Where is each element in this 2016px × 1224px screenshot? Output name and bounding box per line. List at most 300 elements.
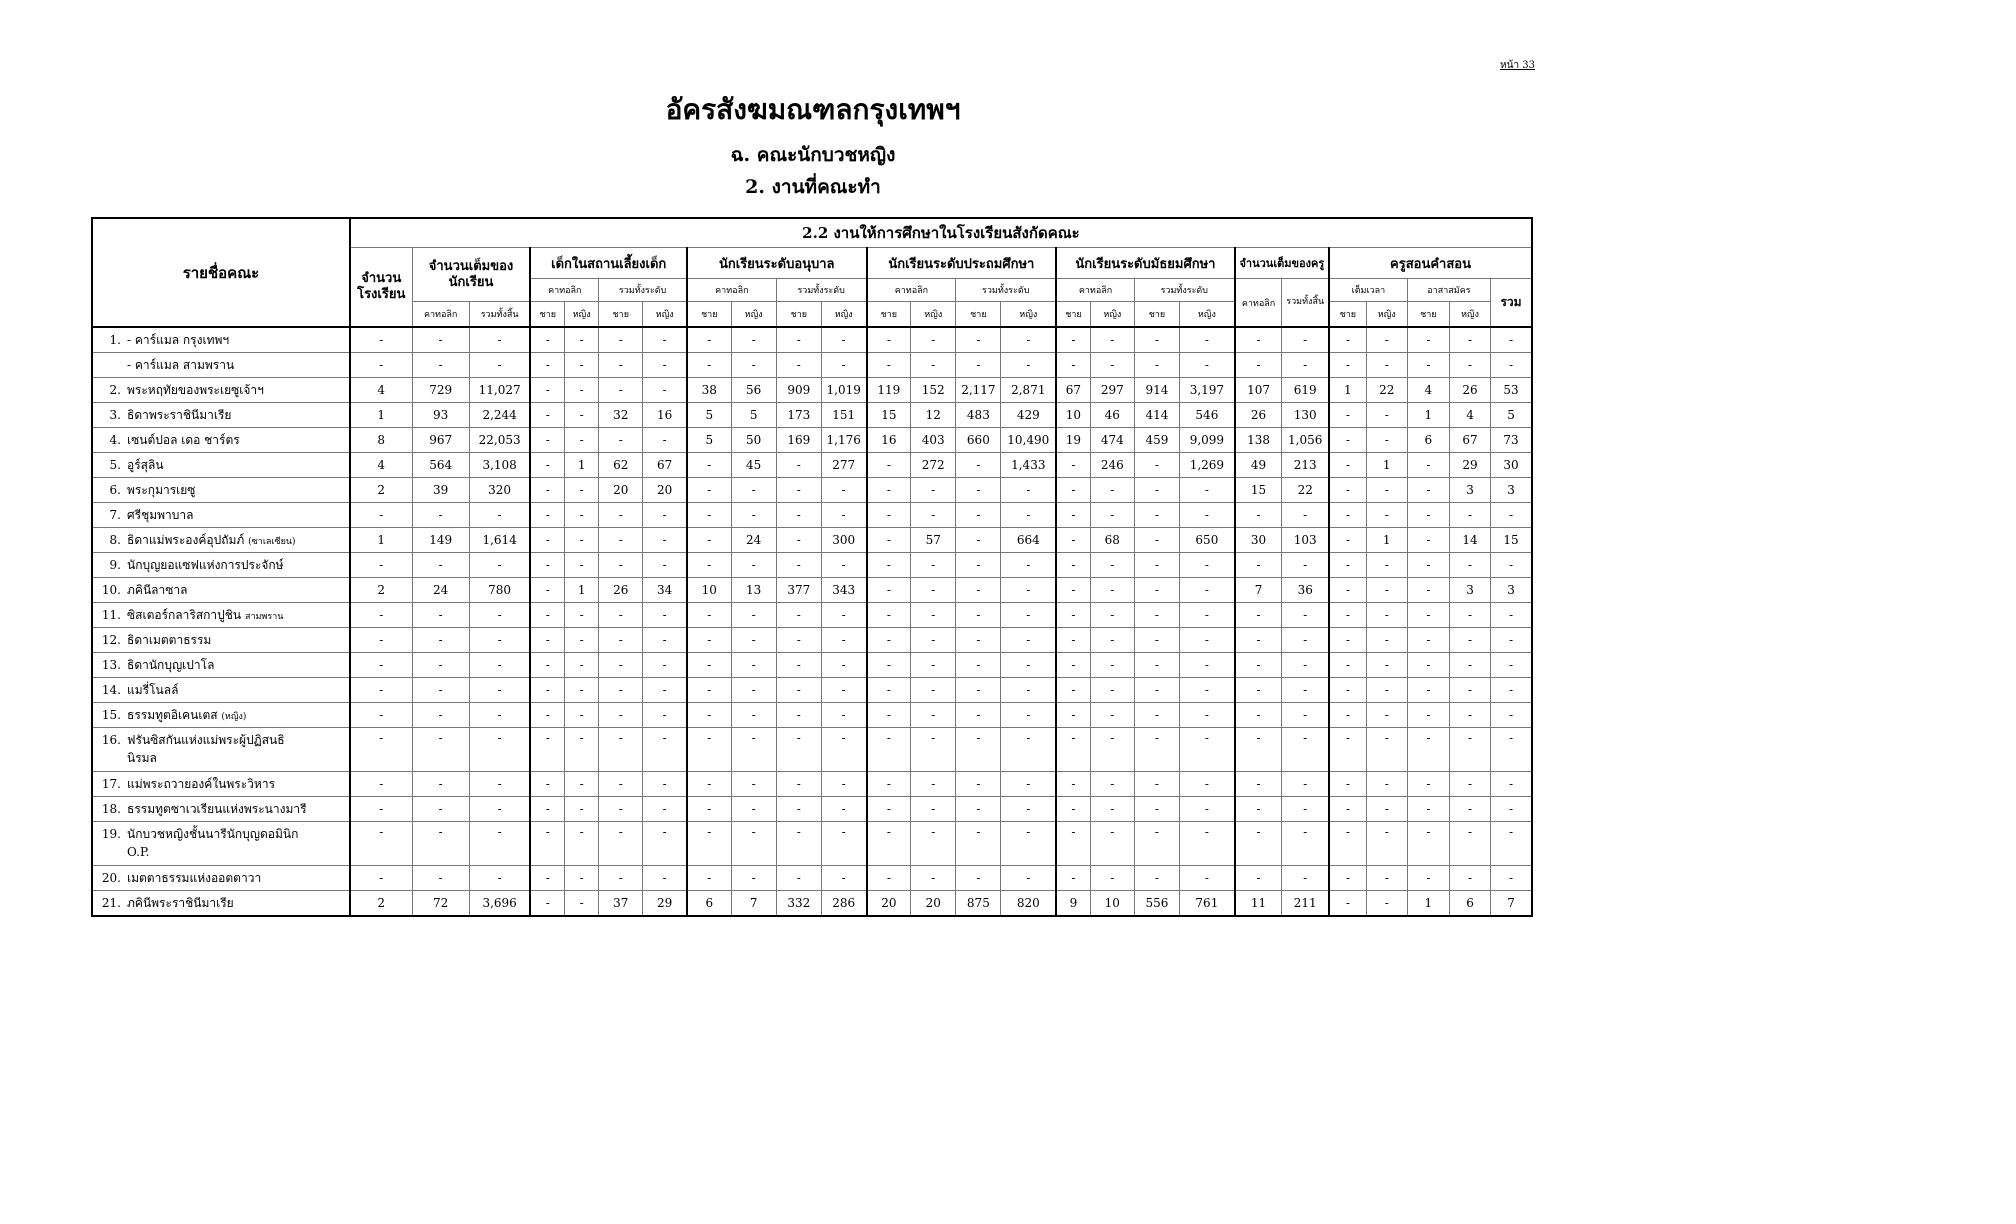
table-cell: 300 bbox=[821, 528, 866, 553]
table-cell: 277 bbox=[821, 453, 866, 478]
table-cell: - bbox=[687, 822, 731, 866]
table-cell: - bbox=[1056, 728, 1090, 772]
table-cell: - bbox=[565, 553, 599, 578]
table-cell: 22 bbox=[1366, 378, 1407, 403]
table-cell: - bbox=[1491, 327, 1532, 353]
table-cell: 67 bbox=[643, 453, 687, 478]
table-cell: - bbox=[1407, 703, 1449, 728]
row-name-text: ภคินีพระราชินีมาเรีย bbox=[127, 896, 234, 910]
table-cell: - bbox=[1449, 797, 1490, 822]
table-cell: 875 bbox=[956, 891, 1001, 917]
table-cell: - bbox=[599, 553, 643, 578]
table-cell: - bbox=[1056, 797, 1090, 822]
table-cell: 138 bbox=[1235, 428, 1282, 453]
table-cell: - bbox=[565, 728, 599, 772]
table-cell: - bbox=[599, 866, 643, 891]
row-number: 12. bbox=[101, 633, 121, 647]
table-cell: - bbox=[350, 327, 412, 353]
section-title: 2. งานที่คณะทำ bbox=[745, 176, 881, 198]
table-cell: 68 bbox=[1090, 528, 1134, 553]
table-cell: - bbox=[1449, 628, 1490, 653]
table-cell: - bbox=[1366, 703, 1407, 728]
table-cell: - bbox=[1056, 822, 1090, 866]
table-cell: - bbox=[821, 603, 866, 628]
table-cell: - bbox=[565, 478, 599, 503]
table-cell: - bbox=[643, 603, 687, 628]
table-cell: - bbox=[565, 528, 599, 553]
table-cell: - bbox=[956, 553, 1001, 578]
table-cell: - bbox=[776, 772, 821, 797]
table-cell: - bbox=[643, 628, 687, 653]
table-row bbox=[92, 891, 1532, 917]
table-cell: - bbox=[1491, 628, 1532, 653]
table-cell: - bbox=[1134, 678, 1179, 703]
table-cell: - bbox=[1329, 891, 1366, 917]
row-name-text: ธรรมทูตอิเคนเตส bbox=[127, 708, 218, 722]
table-cell: 73 bbox=[1491, 428, 1532, 453]
table-cell: - bbox=[687, 603, 731, 628]
table-cell: - bbox=[687, 553, 731, 578]
table-cell: - bbox=[412, 822, 469, 866]
table-cell: - bbox=[350, 866, 412, 891]
table-cell: 10 bbox=[687, 578, 731, 603]
table-cell: - bbox=[911, 503, 956, 528]
table-cell: - bbox=[1407, 327, 1449, 353]
table-cell: - bbox=[1449, 866, 1490, 891]
table-cell: - bbox=[1134, 478, 1179, 503]
page-title: อัครสังฆมณฑลกรุงเทพฯ bbox=[665, 93, 961, 126]
table-cell: - bbox=[867, 797, 911, 822]
table-cell: 1,176 bbox=[821, 428, 866, 453]
table-cell: 564 bbox=[412, 453, 469, 478]
subheader-male: ชาย bbox=[530, 302, 564, 328]
table-cell: - bbox=[776, 553, 821, 578]
table-cell: 246 bbox=[1090, 453, 1134, 478]
table-cell: - bbox=[1282, 772, 1329, 797]
table-cell: - bbox=[1407, 553, 1449, 578]
table-cell: 6 bbox=[1407, 428, 1449, 453]
table-cell: - bbox=[687, 797, 731, 822]
table-cell: 26 bbox=[1235, 403, 1282, 428]
row-name-note: สามพราน bbox=[244, 612, 284, 622]
table-cell: - bbox=[1001, 728, 1056, 772]
row-name-text: นักบวชหญิงชั้นนารีนักบุญดอมินิก bbox=[127, 827, 299, 841]
table-cell: - bbox=[1329, 353, 1366, 378]
row-number: 21. bbox=[101, 896, 121, 910]
table-cell: - bbox=[776, 866, 821, 891]
table-cell: - bbox=[867, 728, 911, 772]
table-cell: - bbox=[1001, 603, 1056, 628]
table-cell: - bbox=[687, 353, 731, 378]
subheader-total-all: รวมทั้งสิ้น bbox=[1282, 279, 1329, 328]
table-cell: - bbox=[1056, 503, 1090, 528]
table-cell: - bbox=[1001, 628, 1056, 653]
row-name bbox=[92, 891, 350, 917]
table-cell: - bbox=[469, 822, 530, 866]
table-cell: - bbox=[530, 327, 564, 353]
table-cell: 152 bbox=[911, 378, 956, 403]
table-cell: - bbox=[1180, 772, 1235, 797]
table-cell: - bbox=[530, 728, 564, 772]
subheader-fulltime: เต็มเวลา bbox=[1329, 279, 1407, 302]
table-cell: 149 bbox=[412, 528, 469, 553]
table-cell: - bbox=[1407, 578, 1449, 603]
table-cell: - bbox=[1329, 603, 1366, 628]
table-cell: - bbox=[956, 678, 1001, 703]
table-row bbox=[92, 353, 1532, 378]
table-cell: - bbox=[1180, 578, 1235, 603]
table-cell: - bbox=[412, 703, 469, 728]
table-cell: 29 bbox=[1449, 453, 1490, 478]
table-cell: - bbox=[1235, 603, 1282, 628]
table-cell: - bbox=[1491, 353, 1532, 378]
table-cell: - bbox=[350, 603, 412, 628]
table-cell: - bbox=[821, 653, 866, 678]
table-cell: - bbox=[687, 703, 731, 728]
table-cell: - bbox=[643, 553, 687, 578]
row-name-text: พระหฤทัยของพระเยซูเจ้าฯ bbox=[127, 383, 264, 397]
row-name bbox=[92, 653, 350, 678]
table-cell: - bbox=[1366, 772, 1407, 797]
subheader-female: หญิง bbox=[1366, 302, 1407, 328]
table-cell: - bbox=[731, 553, 776, 578]
table-cell: - bbox=[1180, 553, 1235, 578]
row-name-continuation: นิรมล bbox=[127, 751, 157, 765]
row-name bbox=[92, 797, 350, 822]
table-cell: 3 bbox=[1491, 478, 1532, 503]
table-cell: - bbox=[565, 428, 599, 453]
table-cell: - bbox=[412, 603, 469, 628]
table-cell: - bbox=[687, 628, 731, 653]
subheader-female: หญิง bbox=[1180, 302, 1235, 328]
table-cell: - bbox=[530, 891, 564, 917]
table-cell: 103 bbox=[1282, 528, 1329, 553]
table-cell: - bbox=[731, 628, 776, 653]
table-cell: - bbox=[1329, 553, 1366, 578]
table-cell: - bbox=[530, 628, 564, 653]
table-cell: - bbox=[469, 728, 530, 772]
table-cell: - bbox=[911, 327, 956, 353]
table-cell: - bbox=[1366, 866, 1407, 891]
table-cell: - bbox=[643, 822, 687, 866]
table-cell: - bbox=[530, 478, 564, 503]
table-cell: 56 bbox=[731, 378, 776, 403]
table-row bbox=[92, 578, 1532, 603]
table-cell: - bbox=[1282, 503, 1329, 528]
table-cell: - bbox=[469, 772, 530, 797]
table-cell: 10 bbox=[1090, 891, 1134, 917]
row-name bbox=[92, 866, 350, 891]
table-row bbox=[92, 327, 1532, 353]
table-row bbox=[92, 728, 1532, 772]
table-cell: - bbox=[1329, 528, 1366, 553]
table-cell: - bbox=[911, 797, 956, 822]
table-cell: - bbox=[1056, 553, 1090, 578]
table-cell: - bbox=[599, 653, 643, 678]
table-cell: - bbox=[731, 327, 776, 353]
subheader-catholic: คาทอลิก bbox=[530, 279, 598, 302]
table-cell: - bbox=[530, 797, 564, 822]
table-cell: 429 bbox=[1001, 403, 1056, 428]
table-cell: - bbox=[350, 653, 412, 678]
table-cell: - bbox=[911, 678, 956, 703]
table-cell: - bbox=[565, 603, 599, 628]
table-cell: - bbox=[1001, 703, 1056, 728]
table-cell: - bbox=[1282, 822, 1329, 866]
table-cell: - bbox=[821, 327, 866, 353]
table-cell: 3,696 bbox=[469, 891, 530, 917]
table-cell: - bbox=[1180, 822, 1235, 866]
table-cell: - bbox=[350, 503, 412, 528]
table-cell: 107 bbox=[1235, 378, 1282, 403]
table-cell: - bbox=[599, 703, 643, 728]
table-cell: - bbox=[565, 378, 599, 403]
table-cell: - bbox=[1235, 327, 1282, 353]
table-cell: - bbox=[1282, 327, 1329, 353]
subheader-male: ชาย bbox=[1407, 302, 1449, 328]
table-cell: - bbox=[469, 797, 530, 822]
table-cell: - bbox=[776, 628, 821, 653]
table-cell: - bbox=[350, 822, 412, 866]
row-name bbox=[92, 428, 350, 453]
table-row bbox=[92, 678, 1532, 703]
table-cell: - bbox=[1282, 603, 1329, 628]
table-cell: 286 bbox=[821, 891, 866, 917]
table-cell: 4 bbox=[350, 453, 412, 478]
table-cell: - bbox=[1090, 503, 1134, 528]
table-cell: - bbox=[1329, 772, 1366, 797]
table-cell: - bbox=[956, 478, 1001, 503]
table-cell: 9,099 bbox=[1180, 428, 1235, 453]
table-cell: - bbox=[469, 553, 530, 578]
table-cell: - bbox=[1282, 553, 1329, 578]
table-cell: - bbox=[565, 403, 599, 428]
row-number: 13. bbox=[101, 658, 121, 672]
table-cell: - bbox=[821, 628, 866, 653]
table-cell: - bbox=[350, 553, 412, 578]
table-cell: - bbox=[1056, 653, 1090, 678]
subheader-male: ชาย bbox=[1134, 302, 1179, 328]
table-cell: - bbox=[1366, 503, 1407, 528]
table-cell: - bbox=[731, 653, 776, 678]
table-cell: - bbox=[1407, 797, 1449, 822]
table-cell: - bbox=[1134, 528, 1179, 553]
table-cell: - bbox=[530, 866, 564, 891]
table-cell: - bbox=[1134, 822, 1179, 866]
table-cell: 1 bbox=[1407, 403, 1449, 428]
table-cell: - bbox=[731, 822, 776, 866]
table-cell: - bbox=[599, 327, 643, 353]
row-name-text: อูร์สุลิน bbox=[127, 458, 164, 472]
row-number: 1. bbox=[109, 333, 121, 347]
row-name bbox=[92, 578, 350, 603]
table-cell: 37 bbox=[599, 891, 643, 917]
table-cell: 173 bbox=[776, 403, 821, 428]
row-name-text: - คาร์แมล กรุงเทพฯ bbox=[127, 333, 230, 347]
table-cell: - bbox=[1282, 653, 1329, 678]
table-cell: - bbox=[956, 653, 1001, 678]
table-cell: 474 bbox=[1090, 428, 1134, 453]
table-cell: 1 bbox=[565, 453, 599, 478]
table-cell: - bbox=[1235, 866, 1282, 891]
table-cell: - bbox=[350, 728, 412, 772]
table-cell: 780 bbox=[469, 578, 530, 603]
row-name-text: ธรรมทูตซาเวเรียนแห่งพระนางมารี bbox=[127, 802, 307, 816]
table-cell: - bbox=[1366, 822, 1407, 866]
table-cell: - bbox=[821, 772, 866, 797]
table-cell: - bbox=[565, 822, 599, 866]
column-header-kindergarten: นักเรียนระดับอนุบาล bbox=[687, 248, 867, 279]
table-cell: - bbox=[412, 553, 469, 578]
table-cell: - bbox=[956, 822, 1001, 866]
table-row bbox=[92, 772, 1532, 797]
row-name-text: พระกุมารเยซู bbox=[127, 483, 196, 497]
table-cell: - bbox=[1449, 728, 1490, 772]
row-name-text: เซนต์ปอล เดอ ชาร์ตร bbox=[127, 433, 240, 447]
table-cell: 2 bbox=[350, 891, 412, 917]
table-cell: - bbox=[1366, 553, 1407, 578]
table-cell: - bbox=[643, 653, 687, 678]
table-cell: - bbox=[1449, 353, 1490, 378]
table-row bbox=[92, 653, 1532, 678]
table-cell: - bbox=[1491, 653, 1532, 678]
table-cell: 11 bbox=[1235, 891, 1282, 917]
table-cell: - bbox=[1180, 603, 1235, 628]
row-name-text: แม่พระถวายองค์ในพระวิหาร bbox=[127, 777, 276, 791]
table-cell: - bbox=[731, 866, 776, 891]
table-cell: - bbox=[1329, 678, 1366, 703]
table-cell: - bbox=[643, 797, 687, 822]
table-cell: - bbox=[911, 478, 956, 503]
table-cell: 1 bbox=[1329, 378, 1366, 403]
table-cell: - bbox=[1366, 653, 1407, 678]
table-cell: - bbox=[530, 678, 564, 703]
table-cell: - bbox=[412, 628, 469, 653]
table-cell: 10 bbox=[1056, 403, 1090, 428]
table-cell: 119 bbox=[867, 378, 911, 403]
table-cell: - bbox=[1090, 678, 1134, 703]
table-cell: - bbox=[776, 653, 821, 678]
table-cell: - bbox=[1056, 353, 1090, 378]
row-number: 10. bbox=[101, 583, 121, 597]
table-cell: - bbox=[731, 503, 776, 528]
table-cell: - bbox=[1282, 797, 1329, 822]
table-cell: - bbox=[1001, 866, 1056, 891]
table-cell: - bbox=[643, 866, 687, 891]
subheader-male: ชาย bbox=[1329, 302, 1366, 328]
table-cell: 16 bbox=[643, 403, 687, 428]
table-cell: - bbox=[1235, 353, 1282, 378]
table-row bbox=[92, 403, 1532, 428]
table-cell: - bbox=[412, 353, 469, 378]
row-number: 19. bbox=[101, 827, 121, 841]
table-cell: - bbox=[1329, 728, 1366, 772]
table-cell: 272 bbox=[911, 453, 956, 478]
table-cell: - bbox=[1329, 327, 1366, 353]
table-cell: 2 bbox=[350, 578, 412, 603]
table-cell: - bbox=[1329, 703, 1366, 728]
table-cell: - bbox=[1491, 797, 1532, 822]
table-cell: - bbox=[1282, 678, 1329, 703]
table-cell: - bbox=[1134, 866, 1179, 891]
table-cell: - bbox=[1180, 478, 1235, 503]
row-name-text: แมรี่โนลล์ bbox=[127, 683, 179, 697]
table-cell: - bbox=[1329, 822, 1366, 866]
table-cell: - bbox=[911, 728, 956, 772]
table-cell: 1 bbox=[1366, 453, 1407, 478]
table-cell: - bbox=[1329, 653, 1366, 678]
row-name-text: ฟรันซิสกันแห่งแม่พระผู้ปฏิสนธิ bbox=[127, 733, 285, 747]
table-cell: 556 bbox=[1134, 891, 1179, 917]
subheader-catholic: คาทอลิก bbox=[412, 302, 469, 328]
table-cell: 32 bbox=[599, 403, 643, 428]
row-number: 3. bbox=[109, 408, 121, 422]
table-cell: - bbox=[469, 653, 530, 678]
table-cell: 67 bbox=[1056, 378, 1090, 403]
table-cell: - bbox=[956, 528, 1001, 553]
table-cell: 4 bbox=[350, 378, 412, 403]
table-cell: - bbox=[867, 478, 911, 503]
table-cell: - bbox=[1001, 653, 1056, 678]
table-cell: - bbox=[565, 653, 599, 678]
table-cell: 660 bbox=[956, 428, 1001, 453]
table-cell: - bbox=[911, 772, 956, 797]
table-cell: - bbox=[1134, 453, 1179, 478]
table-cell: 5 bbox=[687, 403, 731, 428]
table-cell: 10,490 bbox=[1001, 428, 1056, 453]
table-cell: - bbox=[530, 578, 564, 603]
table-cell: 5 bbox=[1491, 403, 1532, 428]
table-cell: - bbox=[956, 453, 1001, 478]
table-cell: 2,244 bbox=[469, 403, 530, 428]
table-cell: - bbox=[1449, 703, 1490, 728]
table-cell: - bbox=[776, 503, 821, 528]
table-cell: - bbox=[731, 478, 776, 503]
table-cell: - bbox=[956, 866, 1001, 891]
table-cell: 414 bbox=[1134, 403, 1179, 428]
row-name-text: ธิดาแม่พระองค์อุปถัมภ์ bbox=[127, 533, 245, 547]
table-cell: - bbox=[956, 728, 1001, 772]
table-row bbox=[92, 528, 1532, 553]
table-cell: 459 bbox=[1134, 428, 1179, 453]
table-cell: - bbox=[1407, 653, 1449, 678]
row-name bbox=[92, 353, 350, 378]
row-name-text: ซิสเตอร์กลาริสกาปูชิน bbox=[127, 608, 242, 622]
table-cell: - bbox=[911, 703, 956, 728]
table-cell: 169 bbox=[776, 428, 821, 453]
table-cell: 5 bbox=[687, 428, 731, 453]
subheader-male: ชาย bbox=[867, 302, 911, 328]
table-cell: 14 bbox=[1449, 528, 1490, 553]
table-cell: 4 bbox=[1449, 403, 1490, 428]
table-cell: - bbox=[530, 528, 564, 553]
table-cell: 213 bbox=[1282, 453, 1329, 478]
table-cell: - bbox=[687, 728, 731, 772]
row-name-text: ศรีชุมพาบาล bbox=[127, 508, 194, 522]
table-cell: - bbox=[1235, 678, 1282, 703]
table-cell: - bbox=[731, 353, 776, 378]
table-cell: - bbox=[530, 553, 564, 578]
table-cell: 24 bbox=[412, 578, 469, 603]
subheader-male: ชาย bbox=[687, 302, 731, 328]
table-cell: - bbox=[565, 628, 599, 653]
table-cell: - bbox=[1134, 353, 1179, 378]
subheader-all-levels: รวมทั้งระดับ bbox=[956, 279, 1056, 302]
table-cell: - bbox=[565, 866, 599, 891]
table-cell: - bbox=[1449, 603, 1490, 628]
table-cell: - bbox=[867, 553, 911, 578]
subheader-catholic: คาทอลิก bbox=[867, 279, 956, 302]
